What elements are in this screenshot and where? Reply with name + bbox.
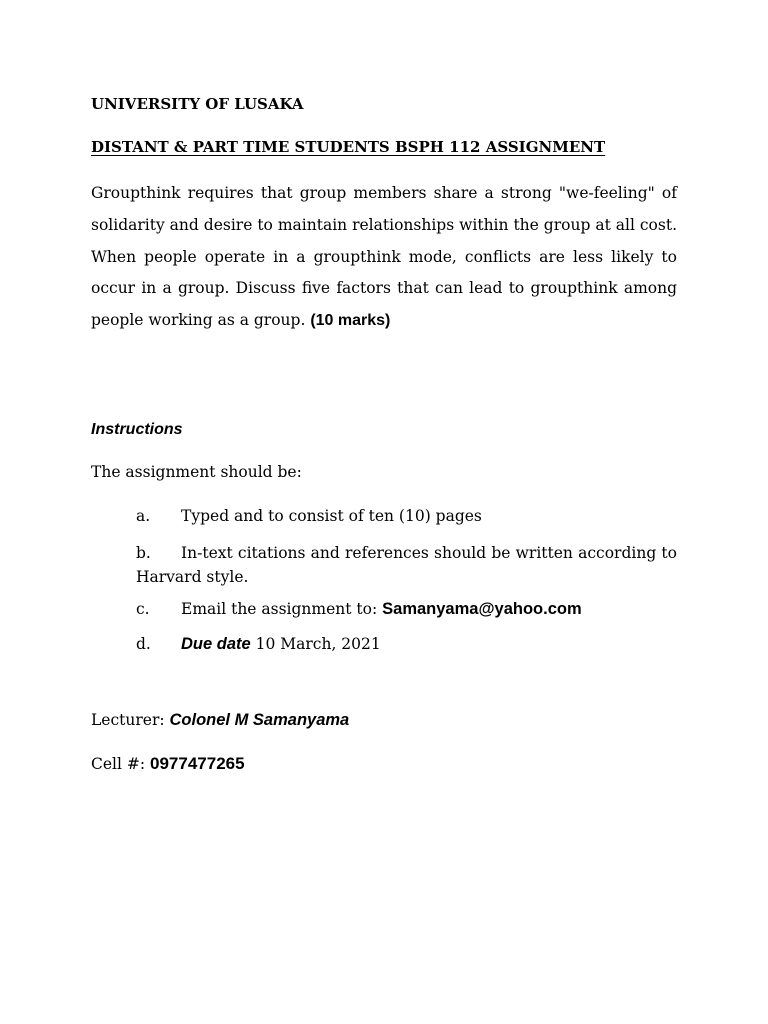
instruction-item-b xyxy=(136,541,677,589)
question-text: Groupthink requires that group members share a strong "we-feeling" of solidarity and desire to maintain relationships within the group at all cost. When people operate in a groupthink mode, conflicts are less likely to occur in a group. Discuss five factors that can lead to groupthink among people working as a group. xyxy=(91,184,677,330)
instruction-item-a xyxy=(136,507,677,525)
instructions-intro: The assignment should be: xyxy=(91,463,302,481)
email-address: Samanyama@yahoo.com xyxy=(382,600,582,618)
university-heading: UNIVERSITY OF LUSAKA xyxy=(91,95,304,113)
instructions-heading: Instructions xyxy=(91,421,183,438)
due-date-value: 10 March, 2021 xyxy=(250,635,381,653)
due-date-label: Due date xyxy=(181,635,251,653)
cell-label: Cell #: xyxy=(91,755,151,773)
item-letter: a. xyxy=(136,507,151,525)
cell-line xyxy=(91,754,245,774)
item-text: In-text citations and references should be written according to Harvard style. xyxy=(136,544,677,586)
cell-number: 0977477265 xyxy=(150,754,245,773)
instruction-item-d xyxy=(136,635,677,654)
item-text: Typed and to consist of ten (10) pages xyxy=(181,507,482,525)
instruction-item-c xyxy=(136,600,677,619)
item-letter: d. xyxy=(136,635,151,653)
assignment-title: DISTANT & PART TIME STUDENTS BSPH 112 ASSIGNMENT xyxy=(91,138,606,156)
lecturer-name: Colonel M Samanyama xyxy=(169,711,350,729)
question-marks: (10 marks) xyxy=(310,312,391,330)
lecturer-label: Lecturer: xyxy=(91,711,170,729)
question-paragraph xyxy=(91,178,677,337)
item-letter: c. xyxy=(136,600,150,618)
item-text: Email the assignment to: xyxy=(181,600,383,618)
lecturer-line xyxy=(91,711,349,730)
item-letter: b. xyxy=(136,544,151,562)
